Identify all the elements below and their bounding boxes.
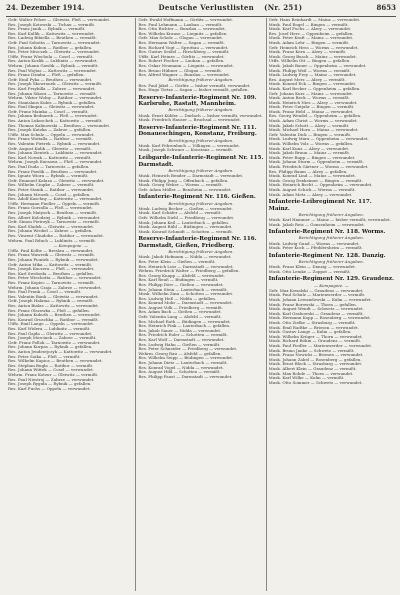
casualty-entry: Res. Wilhelm Ciupke — Zabrze — vermißt.	[8, 183, 95, 188]
casualty-entry: Res. Philipp Baum — Alzey — gefallen.	[268, 169, 348, 174]
casualty-entry: Musk. Peter Rupp — Bingen — verwundet.	[268, 155, 356, 160]
casualty-entry: Res. Karl Swoboda — Beuthen — gefallen.	[8, 271, 94, 276]
entry-block	[138, 18, 263, 78]
casualty-entry: Musk. Albert Klein — Graudenz — vermißt.	[268, 366, 357, 371]
casualty-entry: Res. Ignatz Wiora — Rybnik — vermißt.	[8, 174, 89, 179]
casualty-entry: Res. Friedrich Euler — Schotten — vermißt.	[138, 333, 228, 338]
casualty-entry: Res. Georg Knapp — Alsfeld — verwundet.	[138, 273, 226, 278]
casualty-entry: Musk. Bruno Janke — Schwetz — vermißt.	[268, 348, 355, 353]
casualty-entry: Res. Paul Duda — Tarnowitz — gefallen.	[8, 165, 90, 169]
casualty-entry: Res. Thomas Kalinowski — Beuthen — verwundet.	[8, 123, 111, 128]
casualty-entry: Musk. Adam Lehr — Bingen — vermißt.	[268, 40, 350, 45]
regiment-heading: Reserve-Infanterie-Regiment Nr. 111. Donaueschingen, Konstanz, Freiburg.	[138, 124, 257, 138]
casualty-entry: Musk. Karl Becker — Oppenheim — gefallen.	[268, 86, 361, 91]
casualty-entry: Gefr. Franz Mainka — Cosel — vermißt.	[8, 109, 89, 114]
subheading: Berichtigung früherer Angaben.	[168, 107, 234, 113]
casualty-entry: Res. Johann Wrobel — Zabrze — gefallen.	[8, 229, 93, 234]
casualty-entry: Gefr. Wilhelm Diehl — Friedberg — verwundet.	[138, 215, 235, 220]
casualty-entry: Res. Valentin Bonk — Gleiwitz — verwundet.	[8, 294, 99, 299]
casualty-entry: Musk. Ernst Block — Strasburg — verwundet.	[268, 362, 363, 367]
casualty-entry: Wehrm. Franz Kotzur — Gleiwitz — vermißt.	[8, 372, 99, 377]
casualty-entry: Musk. Heinrich Nies — Alzey — verwundet.	[268, 100, 358, 105]
casualty-entry: Res. Paul Jäkel — Görlitz — bisher vermißt, verwundet.	[138, 83, 251, 88]
entry-block	[138, 114, 263, 123]
casualty-entry: Res. Joseph Ryguła — Rybnik — gefallen.	[8, 382, 92, 387]
entry-block	[269, 265, 394, 274]
casualty-entry: Musk. Heinrich Bender — Darmstadt — verwundet.	[138, 174, 244, 179]
casualty-entry: Musk. Otto Zielke — Strasburg — vermißt.	[268, 321, 356, 326]
casualty-entry: Res. Hugo Tietze — Sagan — bisher vermißt, gefallen.	[138, 88, 249, 93]
casualty-entry: Musk. Konrad Eck — Bingen — verwundet.	[268, 82, 357, 87]
casualty-entry: Musk. Karl Wilke — Kulm — vermißt.	[268, 376, 345, 381]
casualty-entry: Gefr. Emanuel Kaluza — Gleiwitz — verwundet.	[8, 178, 105, 183]
casualty-entry: Res. Hermann Walter — Sagan — vermißt.	[138, 40, 225, 45]
casualty-entry: Res. Josef Herz — Oppenheim — gefallen.	[268, 31, 354, 36]
casualty-entry: Res. Philipp Dörr — Gießen — verwundet.	[138, 282, 224, 287]
casualty-entry: Musk. Karl Hammer — Mainz — bisher vermißt, verwundet.	[268, 218, 391, 223]
casualty-entry: Res. Peter Wiechotta — Ratibor — verwundet.	[8, 276, 102, 281]
page-title-group	[159, 3, 303, 12]
casualty-entry: Res. Ludwig Hahn — Gießen — vermißt.	[138, 342, 221, 347]
casualty-entry: Res. August Hild — Schotten — vermißt.	[138, 370, 221, 375]
casualty-entry: Res. Paul Gajda — Gleiwitz — verwundet.	[8, 331, 93, 336]
regiment-heading: Infanterie-Regiment Nr. 129. Graudenz.	[268, 276, 394, 283]
casualty-entry: Res. Paul Wojtas — Kattowitz — verwundet.	[8, 68, 97, 73]
casualty-entry: Gefr. Walter Pelzer — Gleiwitz, Pleß — verwundet.	[8, 18, 111, 22]
subheading: Berichtigung früherer Angaben.	[168, 249, 234, 255]
casualty-entry: Res. Karl Wolf — Darmstadt — verwundet.	[138, 338, 225, 343]
casualty-entry: Gefr. Joseph Halama — Rybnik — vermißt.	[8, 299, 94, 304]
casualty-entry: Wehrm. Paul Rduch — Lublinitz — vermißt.	[8, 238, 97, 243]
casualty-entry: Res. Karl Kullik — Kattowitz — verwundet.	[8, 31, 95, 36]
casualty-entry: Musk. August Schick — Worms — vermißt.	[268, 187, 356, 192]
casualty-entry: Musk. Ernst Kübler — Durlach — bisher vermißt, verwundet.	[138, 113, 263, 118]
casualty-entry: Res. Karl Reuß — Büdingen — vermißt.	[138, 278, 219, 283]
entry-block	[138, 207, 263, 235]
casualty-entry: Musk. Jakob Bauer — Oppenheim — verwundet.	[268, 63, 367, 68]
casualty-entry: Utffz. Emil Lange — Oppeln — verwundet.	[8, 322, 95, 327]
casualty-entry: Gefr. Paul Sobotta — Tarnowitz — verwundet.	[8, 40, 101, 45]
casualty-entry: Musk. Paul Fiedler — Marienwerder — verwundet.	[268, 344, 373, 348]
casualty-entry: Musk. Richard Böhm — Graudenz — vermißt.	[268, 339, 362, 344]
casualty-entry: Res. Joseph Morcinek — Zabrze — vermißt.	[8, 336, 97, 341]
casualty-entry: Res. Franz Olszowka — Pleß — gefallen.	[8, 308, 91, 313]
casualty-entry: Musk. Franz Held — Mainz — verwundet.	[268, 109, 354, 114]
casualty-entry: Musk. Johann Zabel — Rosenberg — gefallen.	[268, 357, 362, 362]
casualty-entry: Musk. Karl Grabowski — Graudenz — vermißt.	[268, 311, 364, 316]
regiment-heading: Reserve-Infanterie-Regiment Nr. 109. Karlsruhe, Rastatt, Mannheim.	[138, 94, 257, 108]
casualty-entry: Gefr. Ewald Hoffmann — Görlitz — verwundet.	[138, 18, 234, 22]
entry-block	[138, 84, 263, 93]
casualty-entry: Res. Karl Fuchs — Oppeln — verwundet.	[8, 386, 91, 391]
regiment-heading: Leibgarde-Infanterie-Regiment Nr. 115. Darmstadt.	[138, 155, 264, 168]
casualty-entry: Musk. Paul Schulz — Marienwerder — vermißt.	[268, 293, 366, 298]
casualty-entry: Res. Stanislaus Kubis — Rybnik — gefallen.	[8, 100, 97, 105]
subheading: Berichtigung früherer Angaben.	[298, 211, 364, 217]
casualty-entry: Musk. Konrad Schmidt — Schotten — vermißt.	[138, 229, 234, 234]
casualty-entry: Gefr. Valentin Dick — Bingen — vermißt.	[268, 132, 352, 137]
casualty-entry: Res. Ludwig Heß — Nidda — gefallen.	[138, 296, 217, 301]
casualty-entry: Musk. Ludwig Marx — Oppenheim — verwundet.	[268, 137, 369, 142]
casualty-entry: Musk. Max Rohde — Thorn — verwundet.	[268, 371, 354, 376]
casualty-entry: Musk. Jakob Braun — Mainz — vermißt.	[268, 151, 351, 156]
casualty-entry: Gefr. August Kulik — Gleiwitz — vermißt.	[8, 146, 92, 151]
casualty-entry: Musk. Gustav Lange — Kulm — gefallen.	[268, 330, 352, 335]
casualty-entry: Res. Franz Dziuba — Pleß — gefallen.	[8, 73, 85, 78]
casualty-entry: Res. Johann Sikora — Tarnowitz — vermißt.	[8, 91, 97, 96]
page-date: 24. Dezember 1914.	[6, 3, 85, 12]
casualty-entry: Utffz. Franz Wiechula — Cosel — vermißt.	[8, 54, 94, 59]
casualty-entry: Musk. Heinrich Becht — Oppenheim — verwundet.	[268, 183, 373, 188]
casualty-entry: Res. Karl Nowak — Kattowitz — vermißt.	[8, 155, 92, 160]
casualty-entry: Res. Johann Dietz — Lauterbach — vermißt.	[138, 361, 228, 365]
casualty-entry: Res. Johann Kubon — Ratibor — gefallen.	[8, 45, 93, 50]
casualty-entry: Res. Joseph Skowronek — Gleiwitz — vermißt.	[8, 82, 103, 87]
regiment-heading: Infanterie-Regiment Nr. 128. Danzig.	[268, 252, 386, 259]
casualty-entry: Gefr. Franz Pollok — Tarnowitz — verwundet.	[8, 340, 101, 345]
casualty-entry: Musk. Michael Horn — Mainz — verwundet.	[268, 128, 359, 133]
casualty-entry: Res. Peter Schneider — Friedberg — verwundet.	[138, 347, 238, 352]
casualty-entry: Res. Adolf Kaschny — Kattowitz — verwundet.	[8, 197, 103, 202]
casualty-entry: Wehrm. Friedrich Walter — Friedberg — gefallen.	[138, 269, 240, 274]
casualty-entry: Res. Philipp Faust — Darmstadt — verwundet.	[138, 374, 233, 379]
page-title: Deutsche Verlustlisten	[158, 3, 255, 12]
casualty-entry: Musk. Karl Fehrenbach — Villingen — verwundet.	[138, 143, 240, 148]
casualty-entry: Musk. Jakob Hofmann — Nidda — verwundet.	[138, 255, 232, 260]
casualty-entry: Res. Franz Kopiec — Tarnowitz — vermißt.	[8, 281, 96, 286]
casualty-entry: Res. Wilhelm Krause — Liegnitz — gefallen.	[138, 31, 228, 36]
casualty-entry: Musk. Philipp Jung — Offenbach — gefallen.	[138, 178, 229, 183]
casualty-entry: Musk. Wilhelm Volz — Worms — gefallen.	[268, 142, 354, 147]
subheading: Berichtigung früherer Angaben.	[168, 167, 234, 173]
column-1	[6, 18, 136, 591]
casualty-entry: Res. Johann Mrozek — Cosel — gefallen.	[8, 192, 91, 197]
casualty-entry: Res. Franz Gorzolla — Pleß — verwundet.	[8, 206, 93, 211]
regiment-heading: Infanterie-Leibregiment Nr. 117. Mainz.	[268, 199, 372, 212]
casualty-entry: Res. Joseph Matysek — Beuthen — vermißt.	[8, 210, 98, 215]
subheading: Berichtigung früherer Angaben.	[168, 77, 234, 83]
casualty-entry: Res. August Volk — Friedberg — vermißt.	[138, 305, 224, 310]
subheading: — Kompagnie. —	[314, 282, 349, 288]
casualty-entry: Musk. Konrad Lind — Mainz — verwundet.	[268, 174, 356, 179]
casualty-entry: Res. Peter Klein — Gießen — vermißt.	[138, 259, 216, 264]
subheading: Berichtigung früherer Angaben.	[298, 259, 364, 264]
casualty-entry: Res. Adam Bach — Gießen — verwundet.	[138, 310, 222, 315]
casualty-entry: Utffz. Wilhelm Ott — Bingen — gefallen.	[268, 59, 351, 64]
casualty-entry: Res. Karl Przybilla — Zabrze — verwundet.	[8, 86, 96, 91]
casualty-entry: Musk. Karl Fuchs — Alzey — verwundet.	[268, 27, 352, 32]
casualty-entry: Res. Paul Skupin — Gleiwitz — verwundet.	[8, 105, 95, 110]
casualty-entry: Gefr. Max Kowalski — Graudenz — verwundet.	[268, 288, 364, 293]
casualty-entry: Musk. Otto Lemke — Zoppot — vermißt.	[268, 269, 351, 274]
casualty-entry: Musk. Joseph Schwarz — Konstanz — vermißt.	[138, 148, 234, 153]
casualty-entry: Res. Joseph Kuczera — Pleß — verwundet.	[8, 267, 95, 272]
casualty-entry: Musk. Georg Weber — Worms — vermißt.	[138, 183, 223, 188]
casualty-entry: Res. Paul Lehmann — Lauban — vermißt.	[138, 22, 223, 27]
casualty-entry: Res. Joseph Kutzka — Zabrze — gefallen.	[8, 128, 92, 133]
casualty-entry: Res. Joseph Kotowski — Tichau — vermißt.	[8, 22, 96, 27]
casualty-entry: Res. Vinzent Chudoba — Ratibor — verwundet.	[8, 233, 104, 238]
casualty-entry: Musk. Karl Schäfer — Alsfeld — vermißt.	[138, 211, 222, 216]
casualty-entry: Res. Konrad Gruschka — Ratibor — vermißt.	[8, 317, 99, 322]
casualty-entry: Gefr. Valentin Lang — Alsfeld — vermißt.	[138, 315, 222, 320]
casualty-entry: Res. Ludwig Bibiella — Beuthen — vermißt.	[8, 36, 97, 41]
casualty-entry: Musk. Otto Sommer — Schwetz — verwundet.	[268, 380, 363, 385]
casualty-entry: Res. Anton Jendrzejczyk — Kattowitz — verwundet.	[8, 349, 113, 354]
casualty-entry: Res. Oskar Neumann — Liegnitz — verwundet.	[138, 63, 234, 68]
entry-block	[269, 242, 394, 251]
casualty-entry: Gefr. Johann Kurz — Mainz — verwundet.	[268, 91, 354, 96]
casualty-entry: Gefr. Hans Reinhardt — Mainz — verwundet.	[268, 18, 361, 22]
casualty-entry: Musk. Georg Dexheimer — Bingen — vermißt.	[268, 178, 363, 183]
casualty-entry: Res. Konrad Vogel — Nidda — verwundet.	[138, 365, 224, 370]
casualty-entry: Res. Johann Bednarek — Pleß — verwundet.	[8, 114, 98, 119]
casualty-entry: Wehrm. Johann Gawlik — Rybnik — vermißt.	[8, 63, 99, 68]
casualty-entry: Res. Konrad Mohr — Darmstadt — verwundet.	[138, 301, 233, 306]
casualty-entry: Utffz. Hermann Fiedler — Oppeln — vermißt.	[8, 201, 101, 206]
entry-block	[8, 249, 133, 391]
casualty-entry: Res. Karl Sladek — Gleiwitz — verwundet.	[8, 224, 95, 229]
casualty-entry: Musk. Peter Gutjahr — Bingen — vermißt.	[268, 105, 355, 110]
page-header	[6, 3, 396, 17]
casualty-entry: Gefr. Simon Pietrzyk — Tarnowitz — vermißt.	[8, 220, 101, 225]
casualty-entry: Res. Johann Piontek — Rybnik — verwundet.	[8, 258, 99, 263]
column-3	[267, 18, 396, 591]
entry-block	[138, 174, 263, 192]
casualty-entry: Utffz. Paul Kolbe — Breslau — verwundet.	[8, 248, 94, 253]
casualty-entry: Musk. Ludwig Becker — Gießen — verwundet.	[138, 206, 234, 211]
casualty-entry: Musk. Anton Beck — Worms — vermißt.	[268, 96, 350, 101]
casualty-entry: Res. Johann Kurpas — Rybnik — gefallen.	[8, 345, 93, 350]
casualty-entry: Musk. Franz Kern — Alzey — vermißt.	[268, 50, 347, 55]
casualty-entry: Res. Franz Woitalla — Ratibor — vermißt.	[8, 137, 93, 142]
casualty-entry: Musk. Paul Engel — Bingen — vermißt.	[268, 22, 349, 27]
casualty-entry: Res. Otto Richter — Bunzlau — verwundet.	[138, 27, 226, 32]
casualty-entry: Musk. Emil Radtke — Briesen — verwundet.	[268, 325, 359, 330]
casualty-entry: Gefr. Heinrich Hess — Worms — verwundet.	[268, 45, 359, 50]
casualty-entry: Res. Heinrich Fink — Lauterbach — gefallen.	[138, 324, 231, 329]
entry-block	[8, 18, 133, 243]
issue-number: (Nr. 251)	[264, 3, 303, 12]
casualty-entry: Res. Alfred Wagner — Bunzlau — verwundet.	[138, 73, 231, 78]
casualty-entry: Res. Anton Kozlik — Lublinitz — verwundet.	[8, 59, 98, 64]
casualty-entry: Res. Bruno Hübner — Glogau — vermißt.	[138, 68, 223, 73]
casualty-entry: Res. Franz Janik — Rybnik — vermißt.	[8, 27, 86, 32]
casualty-entry: Wehrm. Viktor Wolny — Ratibor — verwundet.	[8, 96, 103, 101]
casualty-entry: Musk. Wilhelm Zinn — Schotten — verwundet.	[138, 292, 234, 297]
casualty-entry: Musk. Wilhelm Krüger — Thorn — verwundet.	[268, 334, 363, 339]
entry-block	[269, 289, 394, 385]
casualty-entry: Res. Paul Frank — Cosel — vermißt.	[8, 290, 82, 295]
casualty-entry: Utffz. Max Schulz — Oppeln — verwundet.	[8, 132, 95, 137]
casualty-entry: Wehrm. Joseph Kurzawa — Pleß — verwundet.	[8, 160, 103, 165]
casualty-entry: Utffz. Karl Heinze — Görlitz — verwundet.	[138, 54, 225, 59]
casualty-entry: Res. Valentin Pietrek — Rybnik — verwundet.	[8, 142, 101, 147]
casualty-entry: Res. Wilhelm Kapica — Beuthen — verwundet.	[8, 359, 103, 364]
casualty-entry: Musk. Franz Klein — Danzig — verwundet.	[268, 265, 356, 270]
casualty-entry: Res. Michael Roth — Büdingen — verwundet.	[138, 319, 231, 324]
casualty-entry: Res. Paul Niestroj — Zabrze — verwundet.	[8, 377, 95, 382]
casualty-entry: Musk. Ludwig Gund — Worms — verwundet.	[268, 241, 360, 246]
casualty-entry: Res. Johann Kuboth — Beuthen — verwundet.	[8, 313, 102, 318]
casualty-entry: Musk. Franz Borowski — Thorn — gefallen.	[268, 302, 358, 307]
subheading: Berichtigung früherer Angaben.	[168, 137, 234, 143]
casualty-entry: Res. August Merz — Alzey — vermißt.	[268, 77, 346, 82]
casualty-entry: Gefr. Anton Mika — Kattowitz — vermißt.	[8, 262, 93, 267]
casualty-entry: Musk. Friedrich Hauser — Bruchsal — verwundet.	[138, 118, 241, 123]
casualty-entry: Musk. August Rühl — Büdingen — verwundet.	[138, 225, 233, 230]
subheading: Berichtigung früherer Angaben.	[168, 200, 234, 206]
casualty-entry: Res. Karl Widera — Lublinitz — vermißt.	[8, 326, 91, 331]
casualty-entry: Res. Gustav Seidel — Hirschberg — vermißt.	[138, 50, 230, 55]
casualty-entry: Musk. Ludwig Frey — Mainz — verwundet.	[268, 73, 357, 78]
entry-block	[138, 144, 263, 153]
casualty-entry: Res. Jakob Sauer — Nidda — verwundet.	[138, 328, 222, 333]
casualty-entry: Musk. Philipp Weil — Worms — vermißt.	[268, 68, 351, 73]
casualty-entry: Musk. Hermann Kopp — Rosenberg — verwundet.	[268, 316, 371, 321]
casualty-entry: Res. Wilhelm Seipp — Büdingen — verwundet.	[138, 356, 234, 361]
column-2	[136, 18, 266, 591]
casualty-entry: Res. Peter Soika — Pleß — vermißt.	[8, 354, 81, 359]
casualty-entry: Res. Albert Kolodziej — Rybnik — verwundet.	[8, 215, 101, 220]
casualty-entry: Res. Richard Vogt — Sprottau — verwundet.	[138, 45, 229, 50]
casualty-entry: Musk. Jakob Reis — Gonsenheim — verwundet.	[268, 222, 365, 227]
casualty-entry: Musk. August Wendt — Schwetz — verwundet.	[268, 307, 364, 312]
casualty-entry: Musk. Adam Metz — Alzey — verwundet.	[268, 192, 353, 197]
casualty-entry: Res. Anton Lukoschek — Kattowitz — vermißt.	[8, 119, 103, 124]
casualty-entry: Wehrm. Johann Czaja — Zabrze — verwundet.	[8, 285, 102, 290]
casualty-entry: Res. Georg Wendel — Oppenheim — gefallen.	[268, 114, 362, 119]
casualty-entry: Res. Johann Zientek — Lublinitz — verwundet.	[8, 151, 103, 156]
casualty-entry: Wehrm. Georg Rau — Alsfeld — gefallen.	[138, 351, 222, 356]
casualty-entry: Musk. Karl Kunz — Alzey — verwundet.	[268, 146, 350, 151]
entry-block	[269, 18, 394, 197]
casualty-entry: Res. Anton Bialas — Kattowitz — verwundet.	[8, 304, 100, 309]
regiment-heading: Reserve-Infanterie-Regiment Nr. 116. Darmstadt, Gießen, Friedberg.	[138, 236, 257, 249]
casualty-entry: Res. Peter Mroczek — Gleiwitz — verwundet.	[8, 50, 101, 55]
casualty-entry: Musk. Peter Kraft — Mainz — verwundet.	[268, 36, 354, 41]
casualty-entry: Musk. Franz Nowicki — Briesen — verwundet.	[268, 353, 364, 358]
casualty-entry: Res. Robert Fischer — Lauban — gefallen.	[138, 59, 225, 64]
casualty-entry: Musk. Georg Busch — Mainz — verwundet.	[268, 54, 357, 59]
columns	[6, 18, 396, 591]
casualty-entry: Res. Franz Pawlik — Beuthen — verwundet.	[8, 169, 98, 174]
casualty-entry: Musk. Johann Sturm — Oppenheim — vermißt.	[268, 160, 364, 165]
casualty-entry: Res. Johann Stein — Lauterbach — vermißt.	[138, 287, 228, 292]
casualty-entry: Musk. Johann Keil — Lauterbach — gefallen.	[138, 220, 230, 225]
subheading: Berichtigung früherer Angaben.	[298, 235, 364, 241]
casualty-entry: Gefr. Max Scholz — Glogau — verwundet.	[138, 36, 224, 41]
regiment-heading: Infanterie-Regiment Nr. 118. Worms.	[268, 229, 386, 236]
subheading: — Kompagnie. —	[53, 242, 88, 248]
page-number: 8653	[376, 3, 396, 12]
casualty-entry: Res. Stephan Bugla — Ratibor — vermißt.	[8, 363, 94, 368]
casualty-entry: Musk. Friedrich Gärtner — Worms — verwundet.	[268, 165, 369, 169]
casualty-entry: Res. Johann Wittek — Cosel — verwundet.	[8, 368, 94, 373]
casualty-entry: Gefr. Emil Pyka — Beuthen — verwundet.	[8, 77, 93, 82]
casualty-entry: Musk. Adam Christ — Worms — verwundet.	[268, 119, 358, 124]
casualty-entry: Musk. Jakob Schott — Alzey — vermißt.	[268, 123, 350, 128]
casualty-entry: Res. Heinrich Lotz — Darmstadt — verwundet.	[138, 264, 234, 269]
casualty-entry: Gefr. Adam Müller — Bensheim — verwundet.	[138, 187, 232, 192]
entry-block	[138, 255, 263, 379]
casualty-entry: Musk. Peter Koch — Pfeddersheim — vermißt.	[268, 246, 363, 251]
casualty-entry: Res. Franz Wawrzik — Gleiwitz — vermißt.	[8, 253, 96, 258]
regiment-heading: Infanterie-Regiment Nr. 116. Gießen.	[138, 194, 256, 201]
casualty-entry: Res. Peter Stanik — Ratibor — verwundet.	[8, 187, 95, 192]
casualty-entry: Musk. Johann Lewandowski — Kulm — verwundet.	[268, 298, 372, 303]
entry-block	[269, 218, 394, 227]
